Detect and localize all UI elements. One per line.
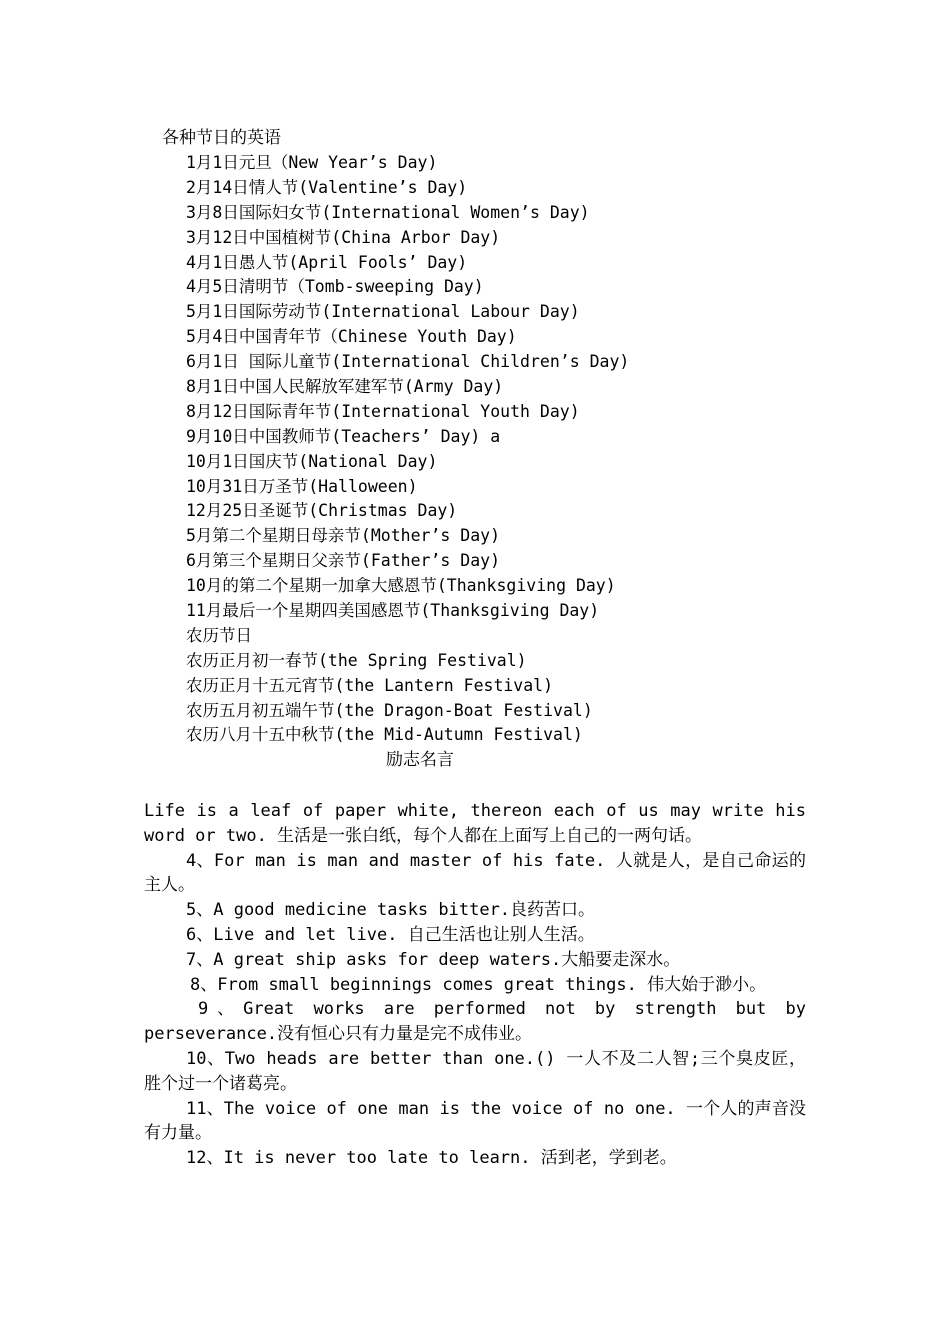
holiday-item: 12月25日圣诞节(Christmas Day) <box>186 501 458 521</box>
quote-paragraph: 10、Two heads are better than one.() 一人不及二人智;三个臭皮匠，胜个过一个诸葛亮。 <box>144 1048 806 1094</box>
holiday-item: 4月5日清明节（Tomb-sweeping Day) <box>186 277 484 297</box>
holiday-item: 农历正月初一春节(the Spring Festival) <box>186 650 527 670</box>
quote-paragraph: 9、Great works are performed not by strength but by perseverance.没有恒心只有力量是完不成伟业。 <box>144 999 806 1045</box>
quote-paragraph: 7、A great ship asks for deep waters.大船要走深水。 <box>186 949 681 970</box>
holiday-item: 农历八月十五中秋节(the Mid-Autumn Festival) <box>186 725 583 745</box>
holiday-item: 5月4日中国青年节（Chinese Youth Day) <box>186 327 517 347</box>
holiday-item: 2月14日情人节(Valentine’s Day) <box>186 177 468 197</box>
holiday-item: 11月最后一个星期四美国感恩节(Thanksgiving Day) <box>186 601 600 621</box>
holiday-item: 8月1日中国人民解放军建军节(Army Day) <box>186 377 504 397</box>
holiday-item: 3月8日国际妇女节(International Women’s Day) <box>186 202 590 222</box>
holiday-item: 10月的第二个星期一加拿大感恩节(Thanksgiving Day) <box>186 576 616 596</box>
holiday-item: 5月1日国际劳动节(International Labour Day) <box>186 302 580 322</box>
holiday-item: 6月1日 国际儿童节(International Children’s Day) <box>186 352 630 372</box>
holidays-heading: 各种节日的英语 <box>162 128 281 148</box>
quote-paragraph: 4、For man is man and master of his fate. 人就是人，是自己命运的主人。 <box>144 850 806 896</box>
quotes-body <box>144 799 806 1171</box>
holiday-item: 农历五月初五端午节(the Dragon-Boat Festival) <box>186 700 593 720</box>
quote-paragraph: 12、It is never too late to learn. 活到老，学到老。 <box>186 1148 677 1169</box>
quote-paragraph: 11、The voice of one man is the voice of no one. 一个人的声音没有力量。 <box>144 1098 806 1144</box>
lunar-holidays-subheading: 农历节日 <box>186 625 252 645</box>
holiday-item: 8月12日国际青年节(International Youth Day) <box>186 401 580 421</box>
quote-paragraph: 6、Live and let live. 自己生活也让别人生活。 <box>186 924 595 945</box>
quote-paragraph: 5、A good medicine tasks bitter.良药苦口。 <box>186 900 596 921</box>
holiday-item: 农历正月十五元宵节(the Lantern Festival) <box>186 675 554 695</box>
quote-paragraph: Life is a leaf of paper white, thereon each of us may write his word or two. 生活是一张白纸，每个人都在上面写上自己的一两句话。 <box>144 801 806 846</box>
holiday-item: 1月1日元旦（New Year’s Day) <box>186 153 438 172</box>
holiday-item: 6月第三个星期日父亲节(Father’s Day) <box>186 551 501 571</box>
holiday-item: 10月31日万圣节(Halloween) <box>186 476 418 496</box>
holiday-item: 10月1日国庆节(National Day) <box>186 451 438 471</box>
quotes-heading: 励志名言 <box>386 750 454 770</box>
quote-paragraph: 8、From small beginnings comes great things. 伟大始于渺小。 <box>190 974 767 995</box>
holiday-list <box>186 151 629 748</box>
holiday-item: 5月第二个星期日母亲节(Mother’s Day) <box>186 526 501 546</box>
holiday-item: 9月10日中国教师节(Teachers’ Day) a <box>186 426 501 446</box>
holiday-item: 4月1日愚人节(April Fools’ Day) <box>186 252 468 272</box>
holiday-item: 3月12日中国植树节(China Arbor Day) <box>186 227 501 247</box>
